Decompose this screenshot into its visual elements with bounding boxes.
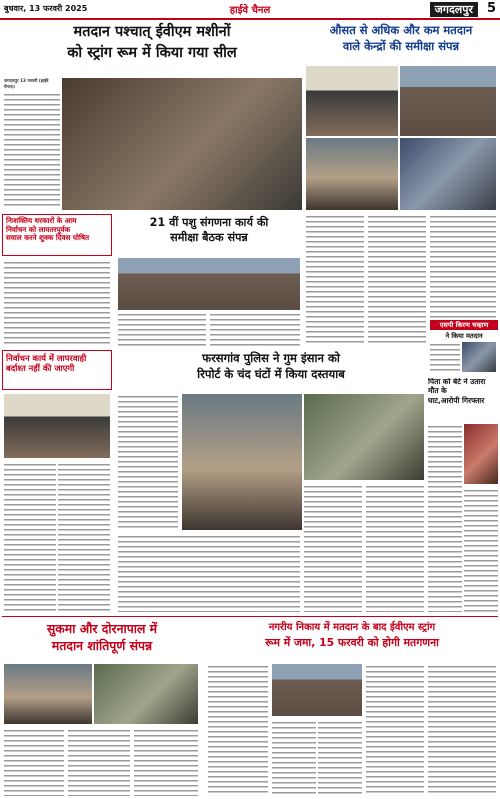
livestock-headline-1: 21 वीं पशु संगणना कार्य की — [149, 216, 269, 229]
farasgaon-body-col-1 — [118, 394, 178, 530]
urban-body-col-2 — [272, 720, 316, 796]
livestock-body-col-1 — [118, 312, 206, 346]
turnout-photo-4 — [400, 138, 496, 210]
negligence-headline-1: निर्वाचन कार्य में लापरवाही — [6, 353, 87, 363]
livestock-meeting-photo — [118, 258, 300, 310]
sukma-headline-1: सुकमा और दोरनापाल में — [46, 621, 158, 636]
farasgaon-body-col-4 — [118, 534, 300, 612]
urban-headline-2: रूम में जमा, 15 फरवरी को होगी मतगणना — [265, 636, 439, 649]
chavan-headline: एसपी किरण चव्हाण — [430, 320, 498, 330]
evm-story-header — [2, 22, 302, 74]
masthead — [0, 0, 500, 20]
farasgaon-headline-1: फरसगांव पुलिस ने गुम इंसान को — [202, 351, 340, 365]
father-son-story-header — [428, 378, 498, 422]
side-notice-headline-2: निर्वाचन को लायतरपूर्वक — [6, 224, 71, 234]
negligence-body-col-2 — [58, 462, 110, 612]
turnout-headline-1: औसत से अधिक और कम मतदान — [329, 23, 473, 37]
side-notice-header — [2, 214, 112, 256]
farasgaon-photo-2 — [304, 394, 424, 480]
negligence-headline-2: बर्दाश्त नहीं की जाएगी — [6, 363, 75, 374]
section-divider — [2, 616, 498, 617]
city-tag: जगदलपुर — [430, 2, 478, 17]
turnout-body-col-1 — [306, 214, 364, 346]
urban-body-col-5 — [428, 664, 496, 796]
evm-strongroom-photo — [62, 78, 302, 210]
turnout-photo-2 — [400, 66, 496, 136]
turnout-body-col-3 — [430, 214, 496, 318]
urban-photo-1 — [272, 664, 362, 716]
livestock-body-col-2 — [210, 312, 300, 346]
turnout-photo-3 — [306, 138, 398, 210]
chavan-photo — [462, 342, 496, 372]
turnout-photo-1 — [306, 66, 398, 136]
father-son-headline-2: घाट,आरोपी गिरफ्तार — [428, 395, 485, 405]
chavan-body — [430, 342, 460, 372]
chavan-subhead: ने किया मतदान — [445, 332, 483, 340]
turnout-headline-2: वाले केन्द्रों की समीक्षा संपन्न — [342, 38, 460, 53]
sukma-headline-2: मतदान शांतिपूर्ण संपन्न — [51, 637, 153, 653]
farasgaon-story-header — [116, 350, 426, 390]
sukma-body-col-1 — [4, 728, 64, 796]
evm-headline-1: मतदान पश्चात् ईवीएम मशीनों — [73, 24, 231, 40]
farasgaon-headline-2: रिपोर्ट के चंद घंटों में किया दस्तयाब — [197, 366, 345, 381]
negligence-body-col-1 — [4, 462, 56, 612]
sukma-story-header — [2, 620, 202, 660]
urban-headline-1: नगरीय निकाय में मतदान के बाद ईवीएम स्ट्रांग — [268, 622, 436, 633]
evm-headline-2: को स्ट्रांग रूम में किया गया सील — [67, 45, 237, 62]
urban-body-col-3 — [318, 720, 362, 796]
side-notice-body — [4, 260, 110, 346]
father-son-body-col-2 — [464, 488, 498, 612]
sukma-photo-1 — [4, 664, 92, 724]
evm-story-body — [4, 78, 60, 206]
turnout-story-header — [304, 22, 498, 62]
farasgaon-body-col-3 — [366, 484, 424, 612]
negligence-story-header — [2, 350, 112, 390]
side-notice-headline-3: सवाल करने शुक्क दिवस घोषित — [6, 233, 90, 243]
livestock-story-header — [116, 214, 302, 256]
father-son-body-col-1 — [428, 424, 462, 612]
sukma-body-col-3 — [134, 728, 198, 796]
paper-name: हाईवे चैनल — [229, 5, 271, 16]
farasgaon-body-col-2 — [304, 484, 362, 612]
urban-body-col-1 — [208, 664, 268, 796]
father-son-photo — [464, 424, 498, 484]
side-notice-headline-1: निःशक्तिय धरकारों के आम — [6, 216, 77, 225]
father-son-headline-1: पिता को बेटे ने उतारा मौत के — [428, 378, 486, 395]
issue-date: बुधवार, 13 फरवरी 2025 — [4, 4, 88, 13]
urban-body-col-4 — [366, 664, 424, 796]
page-number: 5 — [486, 1, 496, 16]
evm-body-text — [4, 92, 60, 206]
negligence-photo — [4, 394, 110, 458]
sukma-photo-2 — [94, 664, 198, 724]
livestock-headline-2: समीक्षा बैठक संपन्न — [170, 231, 248, 245]
sukma-body-col-2 — [68, 728, 130, 796]
turnout-body-col-2 — [368, 214, 426, 346]
farasgaon-photo-1 — [182, 394, 302, 530]
urban-story-header — [206, 620, 498, 660]
evm-dateline: जगदलपुर 13 फरवरी (हाईवे चैनल)। — [4, 78, 49, 89]
